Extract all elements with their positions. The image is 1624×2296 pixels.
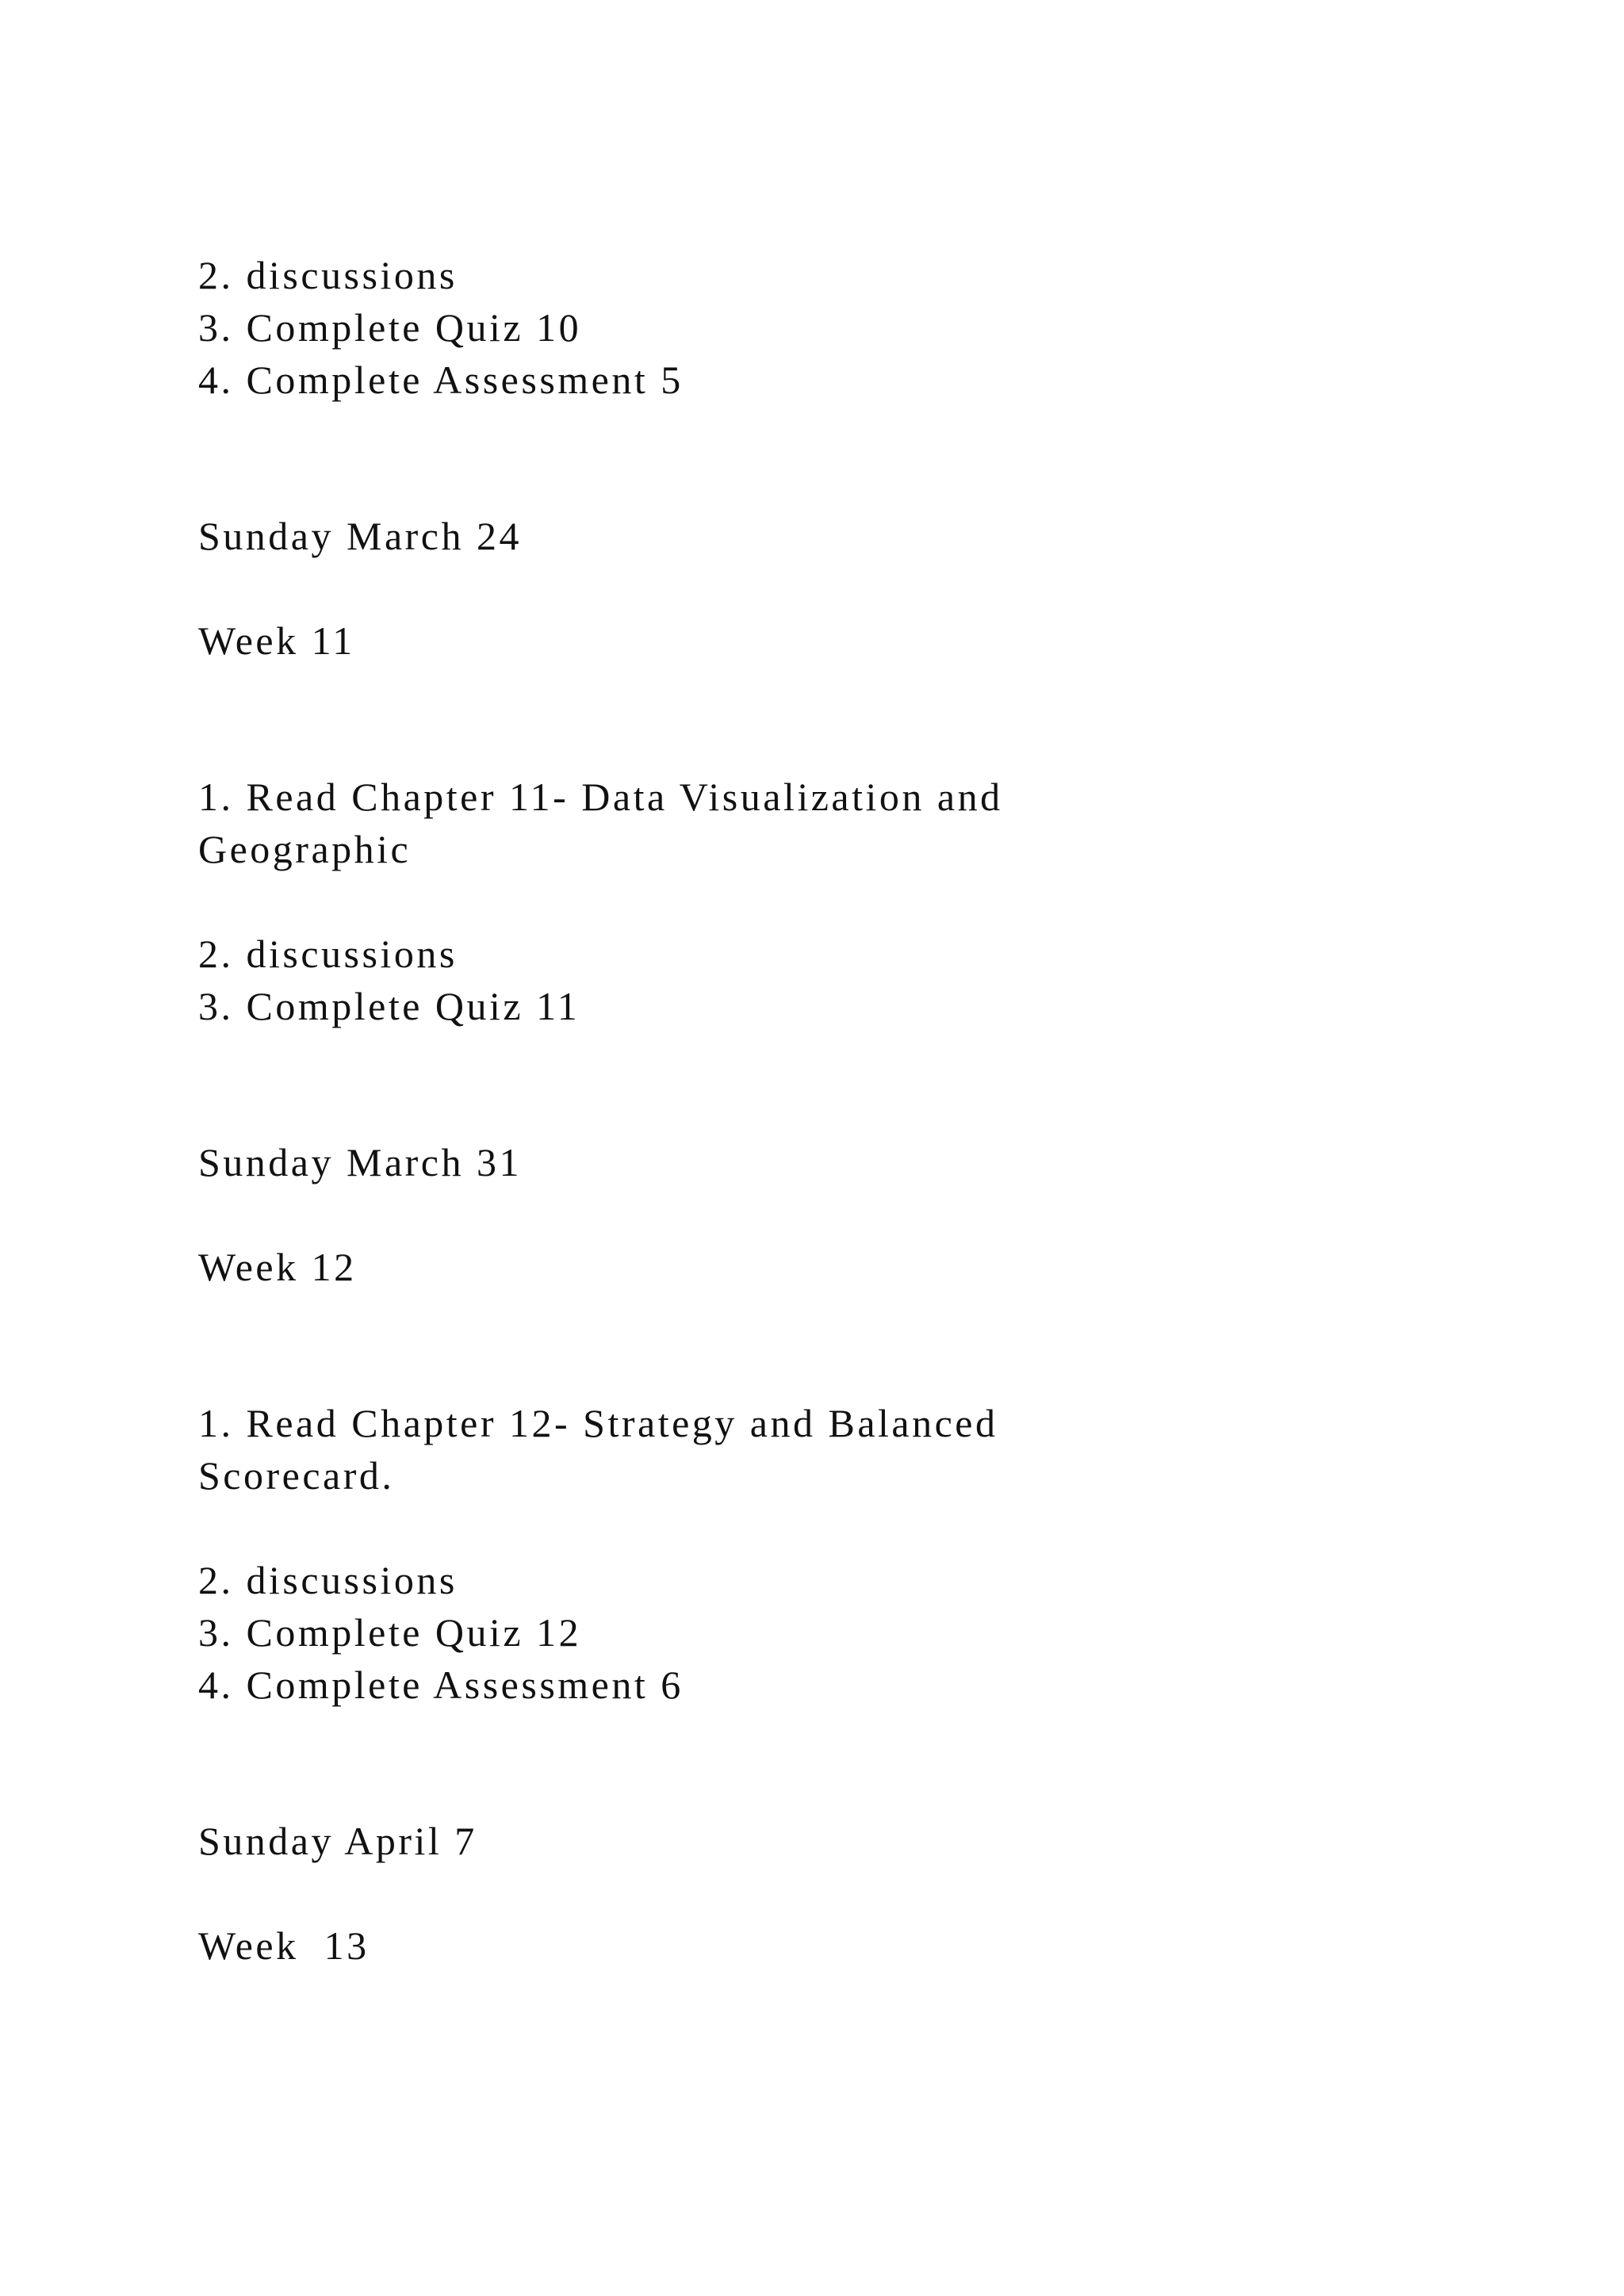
text-line: 3. Complete Quiz 10 [198,305,582,350]
text-line: 4. Complete Assessment 6 [198,1663,684,1707]
week-heading: Week 13 [198,1923,370,1968]
text-line: 2. discussions [198,253,458,297]
text-line: 4. Complete Assessment 5 [198,358,684,402]
text-line: Geographic [198,827,412,871]
text-line: 3. Complete Quiz 12 [198,1610,582,1655]
date-heading: Sunday April 7 [198,1819,477,1863]
date-heading: Sunday March 31 [198,1140,522,1184]
text-line: Scorecard. [198,1453,395,1498]
week-heading: Week 12 [198,1245,357,1289]
text-line: 2. discussions [198,932,458,976]
text-line: 3. Complete Quiz 11 [198,984,580,1028]
text-line: 2. discussions [198,1558,458,1602]
text-line: 1. Read Chapter 12- Strategy and Balanced [198,1401,998,1445]
week-heading: Week 11 [198,618,355,663]
date-heading: Sunday March 24 [198,514,522,558]
text-line: 1. Read Chapter 11- Data Visualization and [198,775,1003,819]
